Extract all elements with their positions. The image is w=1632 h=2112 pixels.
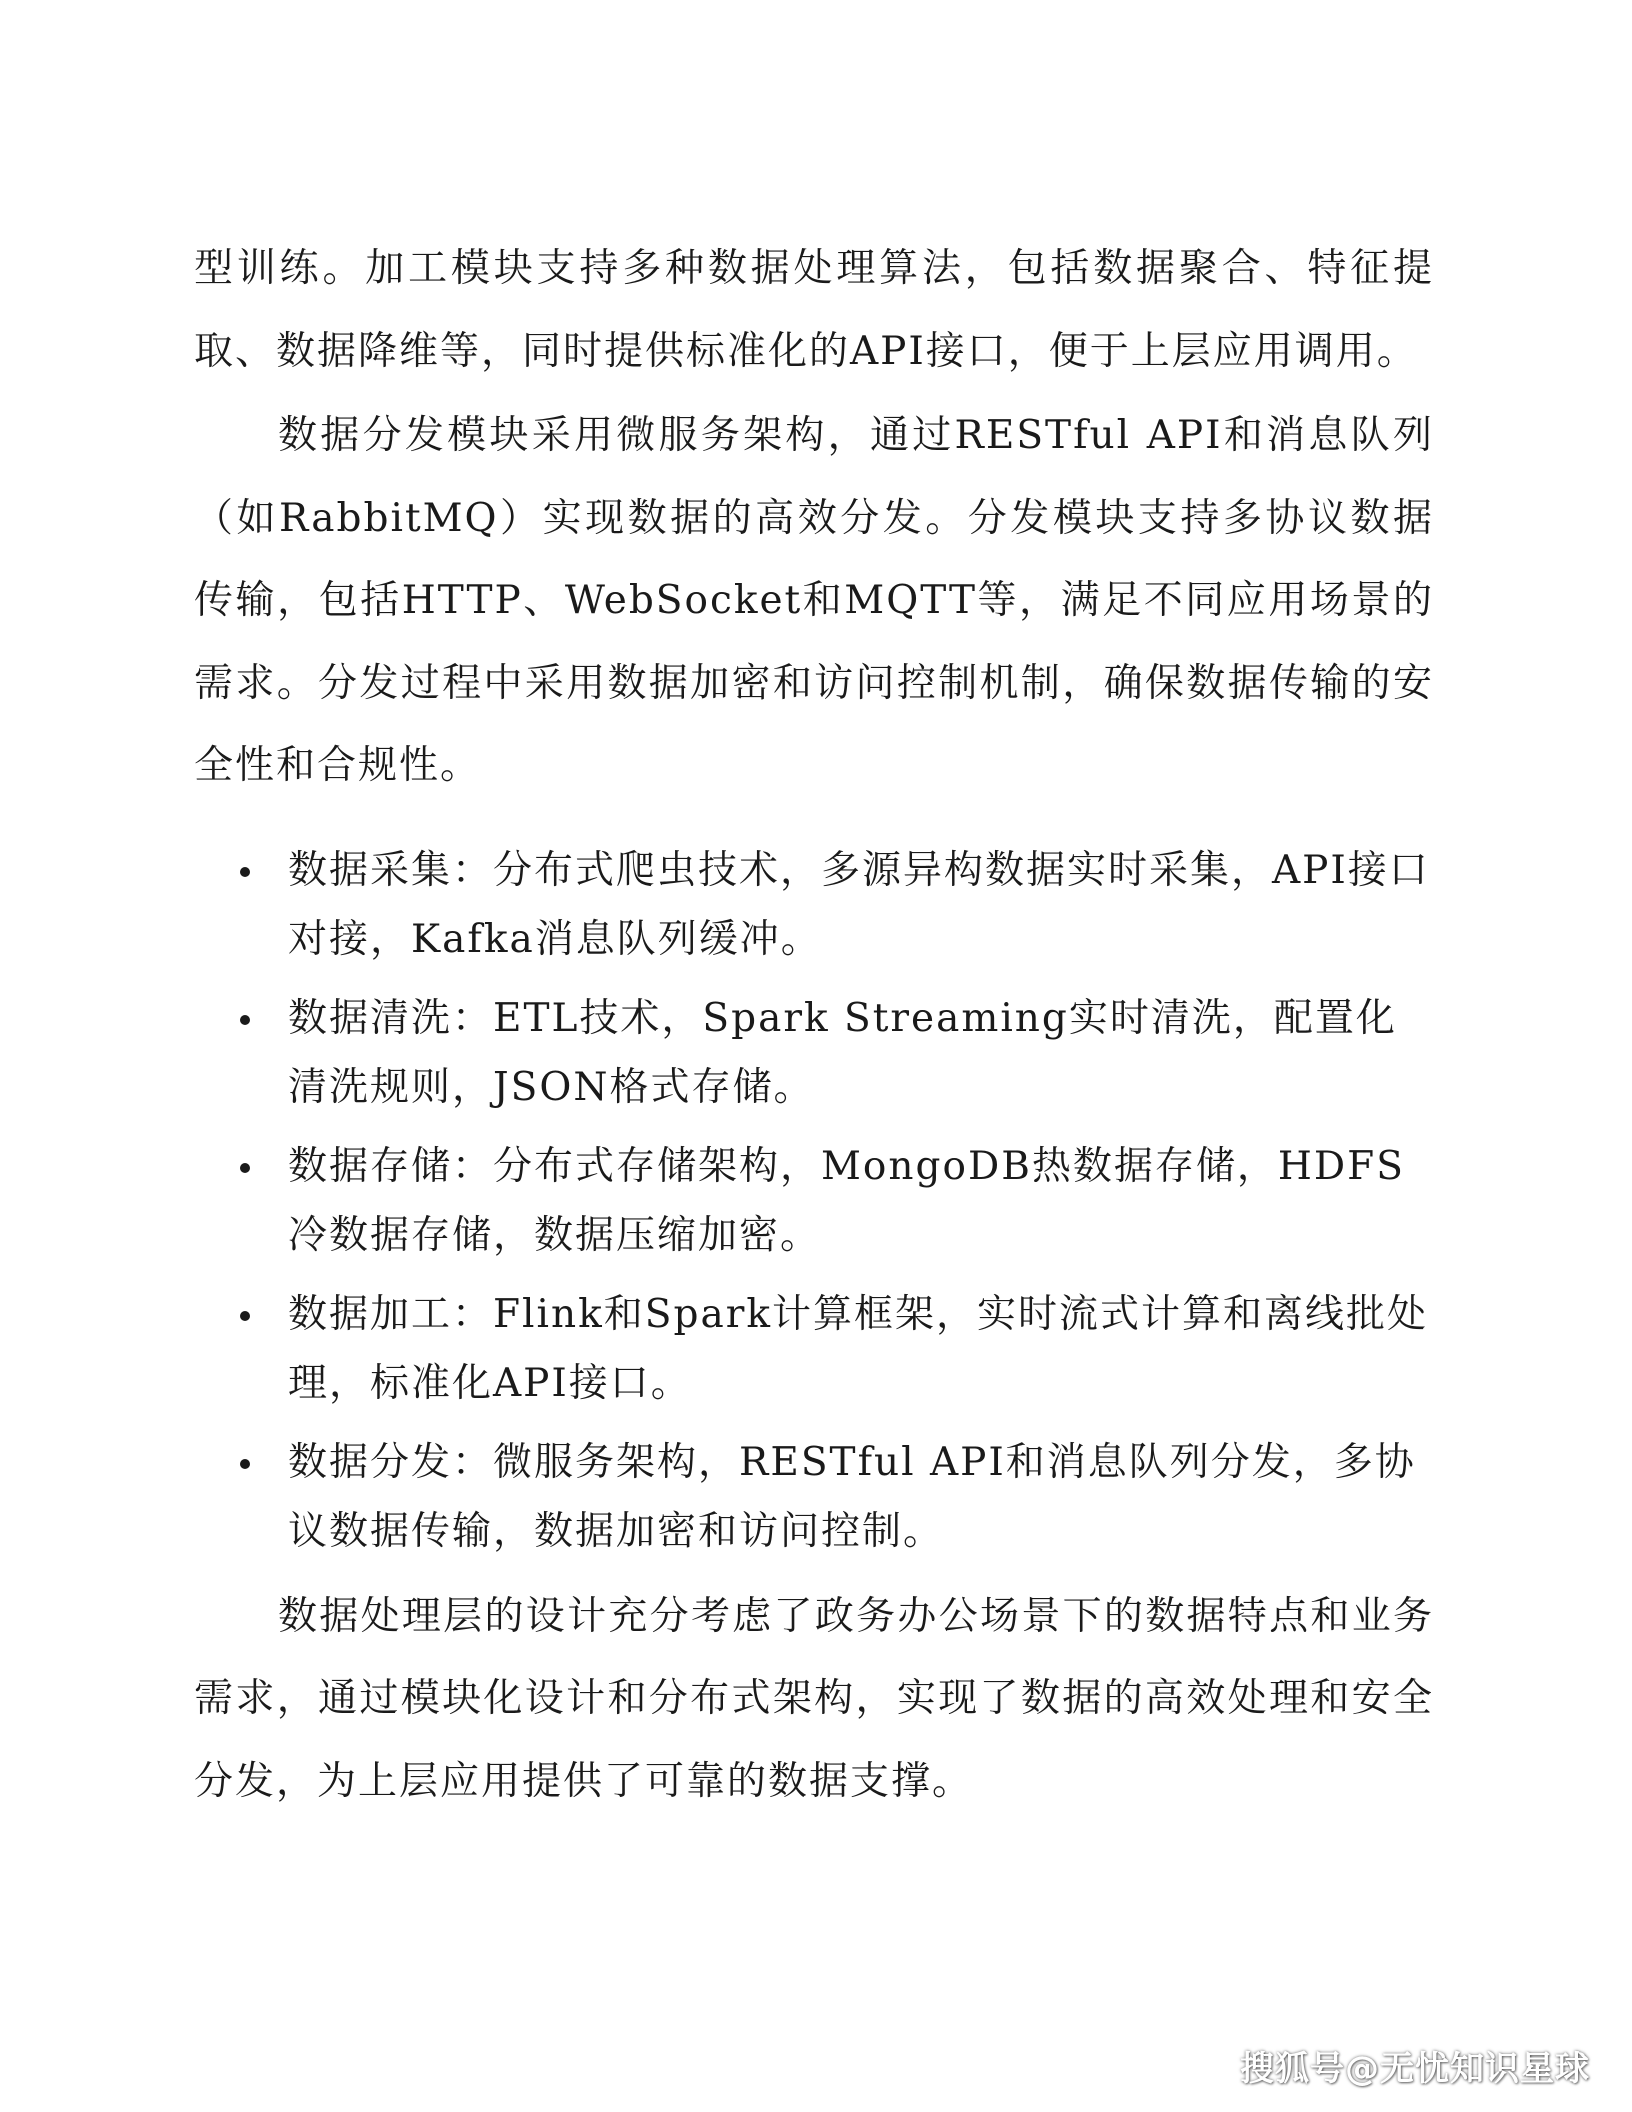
bullet-dot-icon	[240, 1311, 250, 1321]
bullet-text: 数据分发：微服务架构，RESTful API和消息队列分发，多协议数据传输，数据加密和访问控制。	[288, 1439, 1416, 1554]
bullet-text: 数据存储：分布式存储架构，MongoDB热数据存储，HDFS冷数据存储，数据压缩加密。	[288, 1143, 1405, 1258]
bullet-item-storage	[194, 1132, 1434, 1270]
document-body	[194, 228, 1434, 1825]
bullet-item-processing	[194, 1280, 1434, 1418]
bullet-dot-icon	[240, 1459, 250, 1469]
paragraph-distribution-module: 数据分发模块采用微服务架构，通过RESTful API和消息队列（如RabbitMQ）实现数据的高效分发。分发模块支持多协议数据传输，包括HTTP、WebSocket和MQTT等，满足不同应用场景的需求。分发过程中采用数据加密和访问控制机制，确保数据传输的安全性和合规性。	[194, 413, 1434, 788]
bullet-item-collection	[194, 836, 1434, 974]
bullet-dot-icon	[240, 1163, 250, 1173]
bullet-item-cleaning	[194, 984, 1434, 1122]
paragraph-processing-continued: 型训练。加工模块支持多种数据处理算法，包括数据聚合、特征提取、数据降维等，同时提供标准化的API接口，便于上层应用调用。	[194, 246, 1434, 374]
bullet-text: 数据采集：分布式爬虫技术，多源异构数据实时采集，API接口对接，Kafka消息队列缓冲。	[288, 847, 1430, 962]
bullet-dot-icon	[240, 1015, 250, 1025]
bullet-text: 数据清洗：ETL技术，Spark Streaming实时清洗，配置化清洗规则，JSON格式存储。	[288, 995, 1397, 1110]
source-watermark: 搜狐号@无忧知识星球	[1240, 2049, 1590, 2089]
bullet-dot-icon	[240, 867, 250, 877]
bullet-item-distribution	[194, 1428, 1434, 1566]
bullet-text: 数据加工：Flink和Spark计算框架，实时流式计算和离线批处理，标准化API接口。	[288, 1291, 1428, 1406]
summary-bullet-list	[194, 836, 1434, 1566]
paragraph-conclusion: 数据处理层的设计充分考虑了政务办公场景下的数据特点和业务需求，通过模块化设计和分布式架构，实现了数据的高效处理和安全分发，为上层应用提供了可靠的数据支撑。	[194, 1593, 1434, 1804]
